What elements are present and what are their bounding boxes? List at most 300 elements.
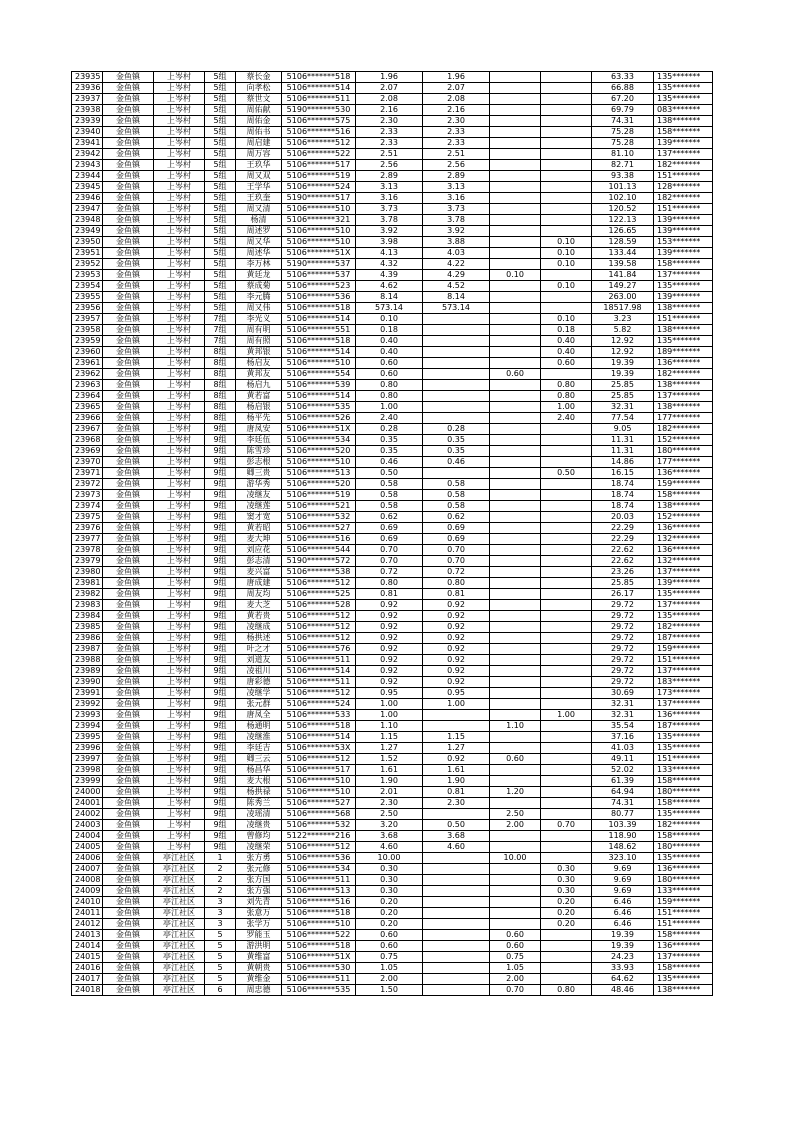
table-row bbox=[72, 347, 713, 358]
group-cell: 8组 bbox=[205, 380, 236, 391]
phone-cell: 151******* bbox=[654, 754, 713, 765]
row-number-cell: 24013 bbox=[72, 930, 103, 941]
amount-cell: 75.28 bbox=[592, 127, 654, 138]
phone-cell: 135******* bbox=[654, 853, 713, 864]
group-cell: 9组 bbox=[205, 765, 236, 776]
group-cell: 3 bbox=[205, 919, 236, 930]
group-cell: 5组 bbox=[205, 237, 236, 248]
phone-cell: 180******* bbox=[654, 875, 713, 886]
village-cell: 亭江社区 bbox=[154, 941, 205, 952]
id-number-cell: 5106*******512 bbox=[282, 578, 356, 589]
table-row bbox=[72, 699, 713, 710]
town-cell: 金鱼镇 bbox=[103, 622, 154, 633]
area-b-cell bbox=[490, 468, 541, 479]
table-row bbox=[72, 545, 713, 556]
total-area-cell: 0.80 bbox=[356, 578, 423, 589]
area-c-cell bbox=[541, 655, 592, 666]
area-c-cell: 0.80 bbox=[541, 380, 592, 391]
total-area-cell: 10.00 bbox=[356, 853, 423, 864]
area-a-cell: 0.92 bbox=[423, 611, 490, 622]
area-b-cell bbox=[490, 545, 541, 556]
id-number-cell: 5106*******510 bbox=[282, 226, 356, 237]
name-cell: 张学万 bbox=[236, 919, 282, 930]
area-b-cell bbox=[490, 490, 541, 501]
amount-cell: 80.77 bbox=[592, 809, 654, 820]
town-cell: 金鱼镇 bbox=[103, 941, 154, 952]
group-cell: 8组 bbox=[205, 402, 236, 413]
amount-cell: 263.00 bbox=[592, 292, 654, 303]
total-area-cell: 0.92 bbox=[356, 644, 423, 655]
area-c-cell bbox=[541, 457, 592, 468]
town-cell: 金鱼镇 bbox=[103, 754, 154, 765]
total-area-cell: 3.98 bbox=[356, 237, 423, 248]
village-cell: 亭江社区 bbox=[154, 919, 205, 930]
group-cell: 9组 bbox=[205, 457, 236, 468]
area-c-cell: 0.10 bbox=[541, 314, 592, 325]
village-cell: 上岑村 bbox=[154, 413, 205, 424]
area-c-cell: 0.10 bbox=[541, 237, 592, 248]
amount-cell: 64.62 bbox=[592, 974, 654, 985]
town-cell: 金鱼镇 bbox=[103, 303, 154, 314]
id-number-cell: 5106*******525 bbox=[282, 589, 356, 600]
area-c-cell bbox=[541, 611, 592, 622]
group-cell: 1 bbox=[205, 853, 236, 864]
row-number-cell: 23977 bbox=[72, 534, 103, 545]
amount-cell: 133.44 bbox=[592, 248, 654, 259]
phone-cell: 135******* bbox=[654, 83, 713, 94]
area-a-cell: 0.58 bbox=[423, 490, 490, 501]
table-row bbox=[72, 820, 713, 831]
total-area-cell: 0.60 bbox=[356, 358, 423, 369]
area-b-cell: 0.60 bbox=[490, 930, 541, 941]
village-cell: 上岑村 bbox=[154, 809, 205, 820]
amount-cell: 22.62 bbox=[592, 545, 654, 556]
total-area-cell: 1.61 bbox=[356, 765, 423, 776]
area-b-cell bbox=[490, 743, 541, 754]
area-a-cell bbox=[423, 864, 490, 875]
row-number-cell: 23988 bbox=[72, 655, 103, 666]
name-cell: 周又伟 bbox=[236, 303, 282, 314]
phone-cell: 151******* bbox=[654, 655, 713, 666]
village-cell: 上岑村 bbox=[154, 325, 205, 336]
group-cell: 5组 bbox=[205, 270, 236, 281]
town-cell: 金鱼镇 bbox=[103, 633, 154, 644]
amount-cell: 29.72 bbox=[592, 655, 654, 666]
village-cell: 上岑村 bbox=[154, 743, 205, 754]
id-number-cell: 5106*******526 bbox=[282, 413, 356, 424]
area-c-cell bbox=[541, 831, 592, 842]
row-number-cell: 23945 bbox=[72, 182, 103, 193]
total-area-cell: 0.92 bbox=[356, 611, 423, 622]
town-cell: 金鱼镇 bbox=[103, 952, 154, 963]
table-row bbox=[72, 204, 713, 215]
group-cell: 9组 bbox=[205, 787, 236, 798]
area-b-cell bbox=[490, 897, 541, 908]
table-row bbox=[72, 710, 713, 721]
name-cell: 周友均 bbox=[236, 589, 282, 600]
phone-cell: 137******* bbox=[654, 952, 713, 963]
area-a-cell: 2.51 bbox=[423, 149, 490, 160]
table-row bbox=[72, 336, 713, 347]
area-b-cell bbox=[490, 215, 541, 226]
amount-cell: 103.39 bbox=[592, 820, 654, 831]
id-number-cell: 5106*******536 bbox=[282, 292, 356, 303]
row-number-cell: 23960 bbox=[72, 347, 103, 358]
phone-cell: 158******* bbox=[654, 776, 713, 787]
group-cell: 5组 bbox=[205, 83, 236, 94]
id-number-cell: 5106*******514 bbox=[282, 732, 356, 743]
group-cell: 9组 bbox=[205, 501, 236, 512]
total-area-cell: 3.16 bbox=[356, 193, 423, 204]
area-c-cell: 0.18 bbox=[541, 325, 592, 336]
area-a-cell bbox=[423, 413, 490, 424]
total-area-cell: 0.80 bbox=[356, 380, 423, 391]
area-b-cell bbox=[490, 303, 541, 314]
amount-cell: 32.31 bbox=[592, 710, 654, 721]
total-area-cell: 0.50 bbox=[356, 468, 423, 479]
area-a-cell: 2.33 bbox=[423, 138, 490, 149]
phone-cell: 180******* bbox=[654, 446, 713, 457]
area-a-cell: 0.35 bbox=[423, 435, 490, 446]
area-c-cell: 0.70 bbox=[541, 820, 592, 831]
area-c-cell bbox=[541, 138, 592, 149]
phone-cell: 158******* bbox=[654, 963, 713, 974]
amount-cell: 35.54 bbox=[592, 721, 654, 732]
area-a-cell: 4.29 bbox=[423, 270, 490, 281]
id-number-cell: 5106*******321 bbox=[282, 215, 356, 226]
town-cell: 金鱼镇 bbox=[103, 369, 154, 380]
amount-cell: 29.72 bbox=[592, 622, 654, 633]
id-number-cell: 5106*******539 bbox=[282, 380, 356, 391]
area-b-cell bbox=[490, 446, 541, 457]
row-number-cell: 23949 bbox=[72, 226, 103, 237]
table-row bbox=[72, 435, 713, 446]
row-number-cell: 23989 bbox=[72, 666, 103, 677]
area-c-cell bbox=[541, 578, 592, 589]
town-cell: 金鱼镇 bbox=[103, 446, 154, 457]
village-cell: 亭江社区 bbox=[154, 930, 205, 941]
table-row bbox=[72, 919, 713, 930]
village-cell: 上岑村 bbox=[154, 314, 205, 325]
row-number-cell: 23946 bbox=[72, 193, 103, 204]
total-area-cell: 0.92 bbox=[356, 677, 423, 688]
town-cell: 金鱼镇 bbox=[103, 600, 154, 611]
village-cell: 上岑村 bbox=[154, 479, 205, 490]
table-row bbox=[72, 380, 713, 391]
group-cell: 9组 bbox=[205, 677, 236, 688]
name-cell: 周述罗 bbox=[236, 226, 282, 237]
town-cell: 金鱼镇 bbox=[103, 534, 154, 545]
town-cell: 金鱼镇 bbox=[103, 787, 154, 798]
amount-cell: 63.33 bbox=[592, 72, 654, 83]
village-cell: 亭江社区 bbox=[154, 886, 205, 897]
total-area-cell: 2.50 bbox=[356, 809, 423, 820]
amount-cell: 101.13 bbox=[592, 182, 654, 193]
area-b-cell bbox=[490, 380, 541, 391]
id-number-cell: 5106*******517 bbox=[282, 765, 356, 776]
village-cell: 上岑村 bbox=[154, 490, 205, 501]
total-area-cell: 1.90 bbox=[356, 776, 423, 787]
table-row bbox=[72, 424, 713, 435]
id-number-cell: 5190*******517 bbox=[282, 193, 356, 204]
group-cell: 5组 bbox=[205, 138, 236, 149]
town-cell: 金鱼镇 bbox=[103, 94, 154, 105]
group-cell: 9组 bbox=[205, 743, 236, 754]
total-area-cell: 0.30 bbox=[356, 886, 423, 897]
area-c-cell bbox=[541, 644, 592, 655]
area-b-cell bbox=[490, 402, 541, 413]
village-cell: 上岑村 bbox=[154, 72, 205, 83]
area-b-cell bbox=[490, 655, 541, 666]
phone-cell: 139******* bbox=[654, 215, 713, 226]
amount-cell: 25.85 bbox=[592, 380, 654, 391]
area-c-cell bbox=[541, 160, 592, 171]
id-number-cell: 5106*******554 bbox=[282, 369, 356, 380]
phone-cell: 159******* bbox=[654, 644, 713, 655]
town-cell: 金鱼镇 bbox=[103, 963, 154, 974]
table-row bbox=[72, 600, 713, 611]
name-cell: 彭志清 bbox=[236, 556, 282, 567]
id-number-cell: 5106*******519 bbox=[282, 490, 356, 501]
area-a-cell: 1.27 bbox=[423, 743, 490, 754]
id-number-cell: 5106*******511 bbox=[282, 655, 356, 666]
area-a-cell bbox=[423, 358, 490, 369]
town-cell: 金鱼镇 bbox=[103, 160, 154, 171]
amount-cell: 75.28 bbox=[592, 138, 654, 149]
village-cell: 上岑村 bbox=[154, 171, 205, 182]
name-cell: 蔡世文 bbox=[236, 94, 282, 105]
total-area-cell: 2.51 bbox=[356, 149, 423, 160]
row-number-cell: 23996 bbox=[72, 743, 103, 754]
area-b-cell bbox=[490, 600, 541, 611]
amount-cell: 14.86 bbox=[592, 457, 654, 468]
total-area-cell: 0.70 bbox=[356, 545, 423, 556]
name-cell: 凌祖川 bbox=[236, 666, 282, 677]
row-number-cell: 24007 bbox=[72, 864, 103, 875]
area-b-cell: 0.75 bbox=[490, 952, 541, 963]
amount-cell: 126.65 bbox=[592, 226, 654, 237]
phone-cell: 177******* bbox=[654, 413, 713, 424]
id-number-cell: 5106*******538 bbox=[282, 567, 356, 578]
village-cell: 亭江社区 bbox=[154, 952, 205, 963]
area-a-cell bbox=[423, 391, 490, 402]
row-number-cell: 23939 bbox=[72, 116, 103, 127]
name-cell: 唐凤安 bbox=[236, 424, 282, 435]
phone-cell: 137******* bbox=[654, 600, 713, 611]
total-area-cell: 0.92 bbox=[356, 666, 423, 677]
area-a-cell: 0.95 bbox=[423, 688, 490, 699]
amount-cell: 32.31 bbox=[592, 699, 654, 710]
phone-cell: 138******* bbox=[654, 985, 713, 996]
area-a-cell: 0.72 bbox=[423, 567, 490, 578]
area-c-cell bbox=[541, 446, 592, 457]
area-a-cell: 3.68 bbox=[423, 831, 490, 842]
village-cell: 上岑村 bbox=[154, 600, 205, 611]
name-cell: 张意万 bbox=[236, 908, 282, 919]
row-number-cell: 23940 bbox=[72, 127, 103, 138]
area-a-cell: 2.07 bbox=[423, 83, 490, 94]
phone-cell: 153******* bbox=[654, 237, 713, 248]
amount-cell: 19.39 bbox=[592, 358, 654, 369]
row-number-cell: 23943 bbox=[72, 160, 103, 171]
town-cell: 金鱼镇 bbox=[103, 259, 154, 270]
village-cell: 上岑村 bbox=[154, 699, 205, 710]
row-number-cell: 23971 bbox=[72, 468, 103, 479]
total-area-cell: 3.73 bbox=[356, 204, 423, 215]
area-a-cell bbox=[423, 952, 490, 963]
area-a-cell: 2.33 bbox=[423, 127, 490, 138]
name-cell: 陈雪珍 bbox=[236, 446, 282, 457]
area-a-cell bbox=[423, 402, 490, 413]
row-number-cell: 23999 bbox=[72, 776, 103, 787]
row-number-cell: 24010 bbox=[72, 897, 103, 908]
town-cell: 金鱼镇 bbox=[103, 688, 154, 699]
area-c-cell bbox=[541, 215, 592, 226]
name-cell: 李元腾 bbox=[236, 292, 282, 303]
phone-cell: 158******* bbox=[654, 490, 713, 501]
amount-cell: 69.79 bbox=[592, 105, 654, 116]
group-cell: 9组 bbox=[205, 446, 236, 457]
area-b-cell bbox=[490, 347, 541, 358]
group-cell: 9组 bbox=[205, 655, 236, 666]
id-number-cell: 5106*******51X bbox=[282, 952, 356, 963]
table-row bbox=[72, 556, 713, 567]
id-number-cell: 5106*******516 bbox=[282, 534, 356, 545]
area-c-cell bbox=[541, 149, 592, 160]
area-a-cell bbox=[423, 721, 490, 732]
total-area-cell: 0.46 bbox=[356, 457, 423, 468]
name-cell: 凌继贵 bbox=[236, 820, 282, 831]
phone-cell: 139******* bbox=[654, 292, 713, 303]
id-number-cell: 5106*******513 bbox=[282, 886, 356, 897]
table-row bbox=[72, 622, 713, 633]
name-cell: 杨平先 bbox=[236, 413, 282, 424]
name-cell: 唐凤全 bbox=[236, 710, 282, 721]
total-area-cell: 3.20 bbox=[356, 820, 423, 831]
group-cell: 5 bbox=[205, 963, 236, 974]
id-number-cell: 5106*******544 bbox=[282, 545, 356, 556]
name-cell: 凌继学 bbox=[236, 688, 282, 699]
village-cell: 上岑村 bbox=[154, 501, 205, 512]
table-row bbox=[72, 149, 713, 160]
id-number-cell: 5106*******516 bbox=[282, 897, 356, 908]
area-b-cell bbox=[490, 622, 541, 633]
group-cell: 9组 bbox=[205, 435, 236, 446]
row-number-cell: 23947 bbox=[72, 204, 103, 215]
phone-cell: 138******* bbox=[654, 402, 713, 413]
phone-cell: 138******* bbox=[654, 501, 713, 512]
table-row bbox=[72, 358, 713, 369]
village-cell: 上岑村 bbox=[154, 303, 205, 314]
area-c-cell bbox=[541, 83, 592, 94]
name-cell: 彭志根 bbox=[236, 457, 282, 468]
row-number-cell: 24015 bbox=[72, 952, 103, 963]
area-a-cell: 8.14 bbox=[423, 292, 490, 303]
phone-cell: 138******* bbox=[654, 303, 713, 314]
id-number-cell: 5106*******514 bbox=[282, 83, 356, 94]
area-a-cell bbox=[423, 897, 490, 908]
area-b-cell bbox=[490, 248, 541, 259]
area-a-cell: 1.90 bbox=[423, 776, 490, 787]
area-a-cell: 3.16 bbox=[423, 193, 490, 204]
row-number-cell: 23938 bbox=[72, 105, 103, 116]
row-number-cell: 23975 bbox=[72, 512, 103, 523]
row-number-cell: 23958 bbox=[72, 325, 103, 336]
town-cell: 金鱼镇 bbox=[103, 523, 154, 534]
total-area-cell: 0.92 bbox=[356, 622, 423, 633]
group-cell: 9组 bbox=[205, 479, 236, 490]
name-cell: 黄邦友 bbox=[236, 369, 282, 380]
area-c-cell bbox=[541, 809, 592, 820]
area-a-cell: 4.22 bbox=[423, 259, 490, 270]
total-area-cell: 4.13 bbox=[356, 248, 423, 259]
id-number-cell: 5106*******512 bbox=[282, 633, 356, 644]
phone-cell: 151******* bbox=[654, 919, 713, 930]
name-cell: 卿三云 bbox=[236, 754, 282, 765]
name-cell: 周万容 bbox=[236, 149, 282, 160]
total-area-cell: 2.89 bbox=[356, 171, 423, 182]
area-c-cell bbox=[541, 842, 592, 853]
town-cell: 金鱼镇 bbox=[103, 457, 154, 468]
area-a-cell: 2.08 bbox=[423, 94, 490, 105]
table-row bbox=[72, 721, 713, 732]
area-b-cell: 2.00 bbox=[490, 820, 541, 831]
id-number-cell: 5106*******536 bbox=[282, 853, 356, 864]
area-b-cell bbox=[490, 886, 541, 897]
amount-cell: 82.71 bbox=[592, 160, 654, 171]
amount-cell: 12.92 bbox=[592, 347, 654, 358]
name-cell: 麦大坤 bbox=[236, 534, 282, 545]
amount-cell: 19.39 bbox=[592, 941, 654, 952]
row-number-cell: 23964 bbox=[72, 391, 103, 402]
area-a-cell bbox=[423, 886, 490, 897]
amount-cell: 9.69 bbox=[592, 875, 654, 886]
area-c-cell bbox=[541, 171, 592, 182]
town-cell: 金鱼镇 bbox=[103, 908, 154, 919]
name-cell: 凌继荣 bbox=[236, 842, 282, 853]
row-number-cell: 23957 bbox=[72, 314, 103, 325]
group-cell: 9组 bbox=[205, 820, 236, 831]
area-a-cell: 3.92 bbox=[423, 226, 490, 237]
group-cell: 5 bbox=[205, 952, 236, 963]
town-cell: 金鱼镇 bbox=[103, 974, 154, 985]
town-cell: 金鱼镇 bbox=[103, 292, 154, 303]
area-b-cell: 1.05 bbox=[490, 963, 541, 974]
amount-cell: 128.59 bbox=[592, 237, 654, 248]
row-number-cell: 23950 bbox=[72, 237, 103, 248]
area-a-cell: 0.58 bbox=[423, 479, 490, 490]
area-b-cell bbox=[490, 611, 541, 622]
village-cell: 上岑村 bbox=[154, 94, 205, 105]
village-cell: 上岑村 bbox=[154, 182, 205, 193]
area-a-cell bbox=[423, 875, 490, 886]
id-number-cell: 5106*******518 bbox=[282, 72, 356, 83]
group-cell: 9组 bbox=[205, 545, 236, 556]
id-number-cell: 5106*******524 bbox=[282, 699, 356, 710]
total-area-cell: 0.81 bbox=[356, 589, 423, 600]
group-cell: 5组 bbox=[205, 226, 236, 237]
area-b-cell bbox=[490, 567, 541, 578]
table-row bbox=[72, 501, 713, 512]
town-cell: 金鱼镇 bbox=[103, 886, 154, 897]
village-cell: 上岑村 bbox=[154, 226, 205, 237]
town-cell: 金鱼镇 bbox=[103, 732, 154, 743]
table-row bbox=[72, 391, 713, 402]
group-cell: 5组 bbox=[205, 193, 236, 204]
name-cell: 黄朝贵 bbox=[236, 963, 282, 974]
village-cell: 上岑村 bbox=[154, 732, 205, 743]
village-cell: 上岑村 bbox=[154, 138, 205, 149]
